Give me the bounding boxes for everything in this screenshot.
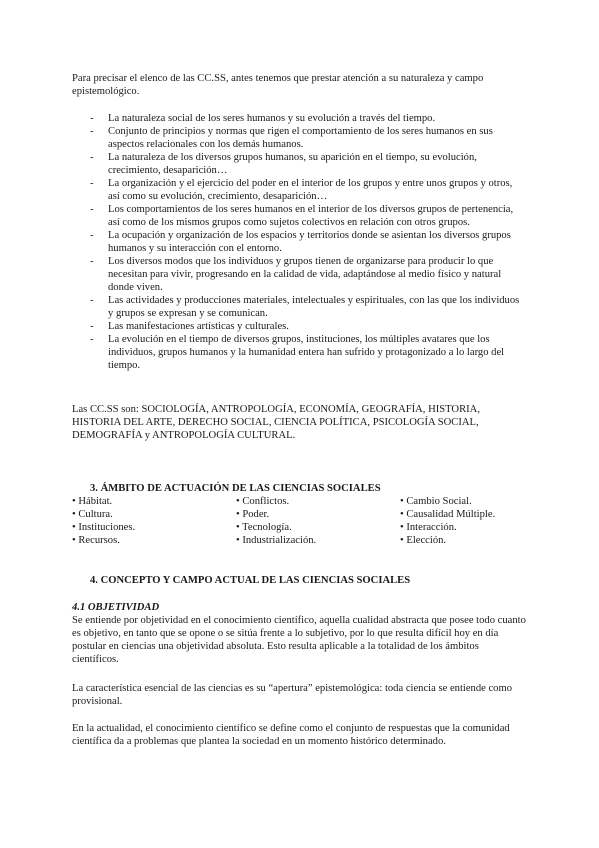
intro-paragraph: Para precisar el elenco de las CC.SS, antes tenemos que prestar atención a su naturaleza y campo epistemológico. bbox=[72, 73, 484, 97]
list-item: - Los diversos modos que los individuos y grupos tienen de organizarse para producir lo que necesitan para vivir, progresando en la calidad de vida, adaptándose al medio físico y natural donde viven. bbox=[90, 256, 502, 293]
list-item: • Hábitat. bbox=[72, 496, 113, 507]
list-dash: - bbox=[90, 204, 94, 215]
list-item: • Poder. bbox=[236, 509, 270, 520]
list-item: - La organización y el ejercicio del poder en el interior de los grupos y entre unos grupos y otros, así como su evolución, crecimiento, desaparición… bbox=[90, 178, 513, 202]
list-dash: - bbox=[90, 230, 94, 241]
scope-column-1 bbox=[72, 495, 135, 547]
scope-column-3 bbox=[400, 495, 495, 547]
list-item: • Industrialización. bbox=[236, 535, 317, 546]
topics-list bbox=[90, 112, 525, 372]
list-item: - La naturaleza social de los seres humanos y su evolución a través del tiempo. bbox=[90, 113, 436, 124]
objectivity-paragraph: Se entiende por objetividad en el conocimiento científico, aquella cualidad abstracta que posee todo cuanto es objetivo, en tanto que se opone o se sitúa frente a lo subjetivo, por lo que resulta difícil hoy en día postular en ciencias una objetividad absoluta. Esto resulta aplicable a la totalidad de los ámbitos científicos. bbox=[72, 615, 526, 665]
list-dash: - bbox=[90, 113, 94, 124]
list-item: • Conflictos. bbox=[236, 496, 290, 507]
list-item: • Interacción. bbox=[400, 522, 457, 533]
list-dash: - bbox=[90, 295, 94, 306]
list-item: - Las manifestaciones artísticas y culturales. bbox=[90, 321, 289, 332]
list-dash: - bbox=[90, 321, 94, 332]
section-3-heading: 3. ÁMBITO DE ACTUACIÓN DE LAS CIENCIAS SOCIALES bbox=[90, 483, 381, 494]
list-item: • Causalidad Múltiple. bbox=[400, 509, 496, 520]
list-item: - Los comportamientos de los seres humanos en el interior de los diversos grupos de pertenencia, así como de los mismos grupos como sujetos colectivos en relación con otros grupos. bbox=[90, 204, 514, 228]
current-knowledge-paragraph: En la actualidad, el conocimiento científico se define como el conjunto de respuestas que la comunidad científica da a problemas que plantea la sociedad en un momento histórico determinado. bbox=[72, 723, 510, 747]
scope-column-2 bbox=[236, 495, 316, 547]
list-dash: - bbox=[90, 178, 94, 189]
openness-paragraph: La característica esencial de las ciencias es su “apertura” epistemológica: toda ciencia se entiende como provisional. bbox=[72, 683, 513, 707]
list-item: - La evolución en el tiempo de diversos grupos, instituciones, los múltiples avatares que los individuos, grupos humanos y la humanidad entera han sufrido y protagonizado a lo largo del tiempo. bbox=[90, 334, 505, 371]
list-dash: - bbox=[90, 126, 94, 137]
list-item: - Conjunto de principios y normas que rigen el comportamiento de los seres humanos en sus aspectos relacionales con los demás humanos. bbox=[90, 126, 493, 150]
list-dash: - bbox=[90, 152, 94, 163]
list-item: • Cambio Social. bbox=[400, 496, 472, 507]
social-sciences-paragraph: Las CC.SS son: SOCIOLOGÍA, ANTROPOLOGÍA, ECONOMÍA, GEOGRAFÍA, HISTORIA, HISTORIA DEL ARTE, DERECHO SOCIAL, CIENCIA POLÍTICA, PSICOLOGÍA SOCIAL, DEMOGRAFÍA y ANTROPOLOGÍA CULTURAL. bbox=[72, 404, 480, 441]
list-dash: - bbox=[90, 334, 94, 345]
list-item: • Recursos. bbox=[72, 535, 120, 546]
list-item: - La ocupación y organización de los espacios y territorios donde se asientan los diversos grupos humanos y su interacción con el entorno. bbox=[90, 230, 511, 254]
section-4-heading: 4. CONCEPTO Y CAMPO ACTUAL DE LAS CIENCIAS SOCIALES bbox=[90, 575, 411, 586]
list-item: • Elección. bbox=[400, 535, 447, 546]
list-dash: - bbox=[90, 256, 94, 267]
list-item: • Cultura. bbox=[72, 509, 113, 520]
list-item: - La naturaleza de los diversos grupos humanos, su aparición en el tiempo, su evolución, crecimiento, desaparición… bbox=[90, 152, 477, 176]
list-item: - Las actividades y producciones materiales, intelectuales y espirituales, con las que los individuos y grupos se expresan y se comunican. bbox=[90, 295, 520, 319]
subsection-4-1-heading: 4.1 OBJETIVIDAD bbox=[72, 602, 160, 613]
list-item: • Tecnología. bbox=[236, 522, 292, 533]
list-item: • Instituciones. bbox=[72, 522, 136, 533]
